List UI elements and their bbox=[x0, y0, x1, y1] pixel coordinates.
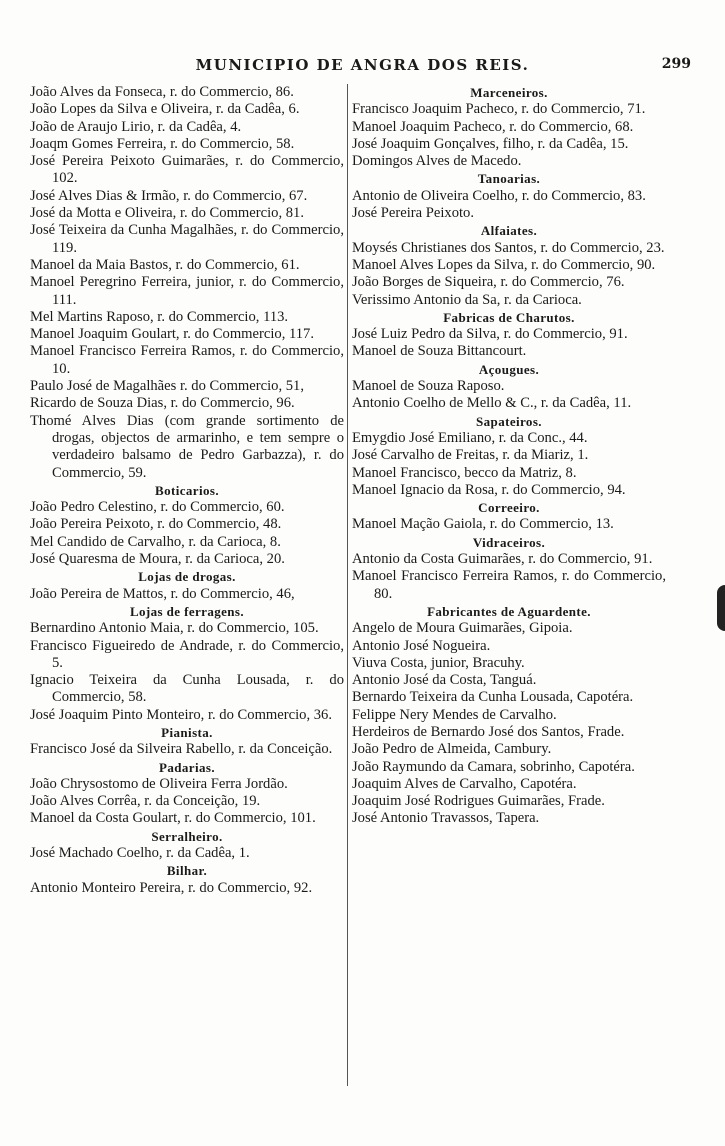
directory-entry: Joaqm Gomes Ferreira, r. do Commercio, 58. bbox=[30, 135, 295, 152]
directory-entry: Manoel da Maia Bastos, r. do Commercio, 61. bbox=[30, 256, 300, 273]
directory-entry: Manoel Francisco Ferreira Ramos, r. do Commercio, 10. bbox=[30, 343, 344, 377]
section-heading: Fabricantes de Aguardente. bbox=[427, 603, 591, 619]
directory-entry: João Chrysostomo de Oliveira Ferra Jordão. bbox=[30, 775, 288, 792]
column-divider bbox=[347, 84, 348, 1086]
directory-entry: João Pedro de Almeida, Cambury. bbox=[352, 741, 552, 758]
directory-entry: Manoel Alves Lopes da Silva, r. do Commercio, 90. bbox=[352, 256, 656, 273]
directory-entry: João Borges de Siqueira, r. do Commercio, 76. bbox=[352, 274, 625, 291]
directory-entry: Manoel Peregrino Ferreira, junior, r. do Commercio, 111. bbox=[30, 274, 344, 308]
directory-entry: Mel Candido de Carvalho, r. da Carioca, 8. bbox=[30, 533, 281, 550]
section-heading: Pianista. bbox=[161, 724, 213, 740]
directory-entry: Manoel Mação Gaiola, r. do Commercio, 13. bbox=[352, 516, 614, 533]
section-heading: Tanoarias. bbox=[477, 171, 541, 187]
section-heading: Marceneiros. bbox=[470, 85, 548, 100]
directory-entry: João Pereira de Mattos, r. do Commercio, 46, bbox=[30, 585, 295, 602]
directory-entry: Francisco José da Silveira Rabello, r. da Conceição. bbox=[30, 741, 333, 758]
directory-entry: João Alves da Fonseca, r. do Commercio, 86. bbox=[30, 84, 294, 100]
directory-entry: Joaquim José Rodrigues Guimarães, Frade. bbox=[352, 793, 605, 810]
directory-entry: José da Motta e Oliveira, r. do Commercio, 81. bbox=[30, 205, 304, 222]
directory-entry: Antonio da Costa Guimarães, r. do Commercio, 91. bbox=[352, 551, 653, 568]
directory-entry: Angelo de Moura Guimarães, Gipoia. bbox=[352, 620, 573, 637]
directory-entry: Moysés Christianes dos Santos, r. do Commercio, 23. bbox=[352, 239, 665, 256]
directory-entry: Antonio Coelho de Mello & C., r. da Cadêa, 11. bbox=[352, 395, 632, 412]
section-heading: Fabricas de Charutos. bbox=[443, 309, 575, 325]
directory-entry: José Pereira Peixoto Guimarães, r. do Commercio, 102. bbox=[30, 153, 344, 187]
right-column bbox=[352, 84, 666, 828]
directory-entry: José Joaquim Gonçalves, filho, r. da Cadêa, 15. bbox=[352, 135, 629, 152]
directory-entry: Herdeiros de Bernardo José dos Santos, Frade. bbox=[352, 723, 625, 740]
section-heading: Correeiro. bbox=[478, 500, 540, 516]
directory-entry: João de Araujo Lirio, r. da Cadêa, 4. bbox=[30, 118, 242, 135]
directory-entry: Manoel Francisco Ferreira Ramos, r. do Commercio, 80. bbox=[352, 568, 666, 602]
directory-entry: Antonio José da Costa, Tanguá. bbox=[352, 672, 537, 689]
directory-entry: José Teixeira da Cunha Magalhães, r. do Commercio, 119. bbox=[30, 222, 344, 256]
directory-entry: José Carvalho de Freitas, r. da Miariz, 1. bbox=[352, 447, 589, 464]
directory-entry: Antonio de Oliveira Coelho, r. do Commercio, 83. bbox=[352, 187, 646, 204]
section-heading: Açougues. bbox=[478, 361, 540, 377]
section-heading: Lojas de ferragens. bbox=[129, 603, 245, 619]
section-heading: Vidraceiros. bbox=[472, 534, 546, 550]
page-number: 299 bbox=[661, 56, 691, 72]
directory-entry: Ignacio Teixeira da Cunha Lousada, r. do Commercio, 58. bbox=[30, 672, 344, 706]
directory-entry: Bernardo Teixeira da Cunha Lousada, Capotéra. bbox=[352, 689, 634, 706]
directory-entry: Manoel Ignacio da Rosa, r. do Commercio, 94. bbox=[352, 481, 626, 498]
directory-entry: Felippe Nery Mendes de Carvalho. bbox=[352, 706, 557, 723]
directory-entry: João Alves Corrêa, r. da Conceição, 19. bbox=[30, 793, 261, 810]
directory-entry: Manoel de Souza Bittancourt. bbox=[352, 343, 527, 360]
directory-entry: Antonio José Nogueira. bbox=[352, 637, 491, 654]
directory-entry: Ricardo de Souza Dias, r. do Commercio, 96. bbox=[30, 395, 295, 412]
page-header bbox=[30, 56, 695, 82]
directory-entry: Thomé Alves Dias (com grande sortimento de drogas, objectos de armarinho, e tem sempre o verdadeiro balsamo de Pedro Garbazza), r. do Commercio, 59. bbox=[30, 412, 344, 481]
page-title: MUNICIPIO DE ANGRA DOS REIS. bbox=[195, 56, 530, 74]
directory-entry: Emygdio José Emiliano, r. da Conc., 44. bbox=[352, 429, 588, 446]
directory-entry: Manoel Francisco, becco da Matriz, 8. bbox=[352, 464, 577, 481]
directory-entry: José Quaresma de Moura, r. da Carioca, 20. bbox=[30, 551, 285, 568]
directory-entry: José Joaquim Pinto Monteiro, r. do Commercio, 36. bbox=[30, 706, 332, 723]
page-edge-mark bbox=[717, 585, 725, 631]
section-heading: Sapateiros. bbox=[476, 413, 542, 429]
section-heading: Serralheiro. bbox=[151, 828, 223, 844]
directory-entry: José Machado Coelho, r. da Cadêa, 1. bbox=[30, 845, 250, 862]
directory-entry: Manoel de Souza Raposo. bbox=[352, 378, 505, 395]
directory-entry: Antonio Monteiro Pereira, r. do Commercio, 92. bbox=[30, 879, 313, 896]
section-heading: Lojas de drogas. bbox=[138, 569, 236, 585]
directory-entry: Manoel da Costa Goulart, r. do Commercio, 101. bbox=[30, 810, 316, 827]
directory-entry: Paulo José de Magalhães r. do Commercio, 51, bbox=[30, 378, 304, 395]
directory-entry: João Pedro Celestino, r. do Commercio, 60. bbox=[30, 499, 285, 516]
directory-entry: José Luiz Pedro da Silva, r. do Commercio, 91. bbox=[352, 326, 628, 343]
directory-entry: Francisco Figueiredo de Andrade, r. do Commercio, 5. bbox=[30, 637, 344, 671]
directory-entry: Verissimo Antonio da Sa, r. da Carioca. bbox=[352, 291, 582, 308]
section-heading: Bilhar. bbox=[166, 863, 208, 879]
section-heading: Boticarios. bbox=[155, 482, 219, 498]
directory-entry: José Antonio Travassos, Tapera. bbox=[352, 810, 540, 827]
directory-entry: João Raymundo da Camara, sobrinho, Capotéra. bbox=[352, 758, 635, 775]
directory-entry: José Alves Dias & Irmão, r. do Commercio, 67. bbox=[30, 187, 308, 204]
directory-entry: João Pereira Peixoto, r. do Commercio, 48. bbox=[30, 516, 282, 533]
directory-entry: Mel Martins Raposo, r. do Commercio, 113. bbox=[30, 308, 289, 325]
directory-entry: Francisco Joaquim Pacheco, r. do Commercio, 71. bbox=[352, 101, 646, 118]
directory-entry: Manoel Joaquim Pacheco, r. do Commercio, 68. bbox=[352, 118, 634, 135]
directory-entry: Bernardino Antonio Maia, r. do Commercio, 105. bbox=[30, 620, 319, 637]
directory-entry: Viuva Costa, junior, Bracuhy. bbox=[352, 654, 525, 671]
section-heading: Alfaiates. bbox=[480, 223, 538, 239]
directory-entry: Domingos Alves de Macedo. bbox=[352, 153, 522, 170]
directory-entry: Joaquim Alves de Carvalho, Capotéra. bbox=[352, 775, 577, 792]
left-column bbox=[30, 84, 344, 897]
directory-entry: João Lopes da Silva e Oliveira, r. da Cadêa, 6. bbox=[30, 101, 300, 118]
section-heading: Padarias. bbox=[159, 759, 215, 775]
directory-entry: José Pereira Peixoto. bbox=[352, 205, 474, 222]
directory-entry: Manoel Joaquim Goulart, r. do Commercio, 117. bbox=[30, 326, 314, 343]
